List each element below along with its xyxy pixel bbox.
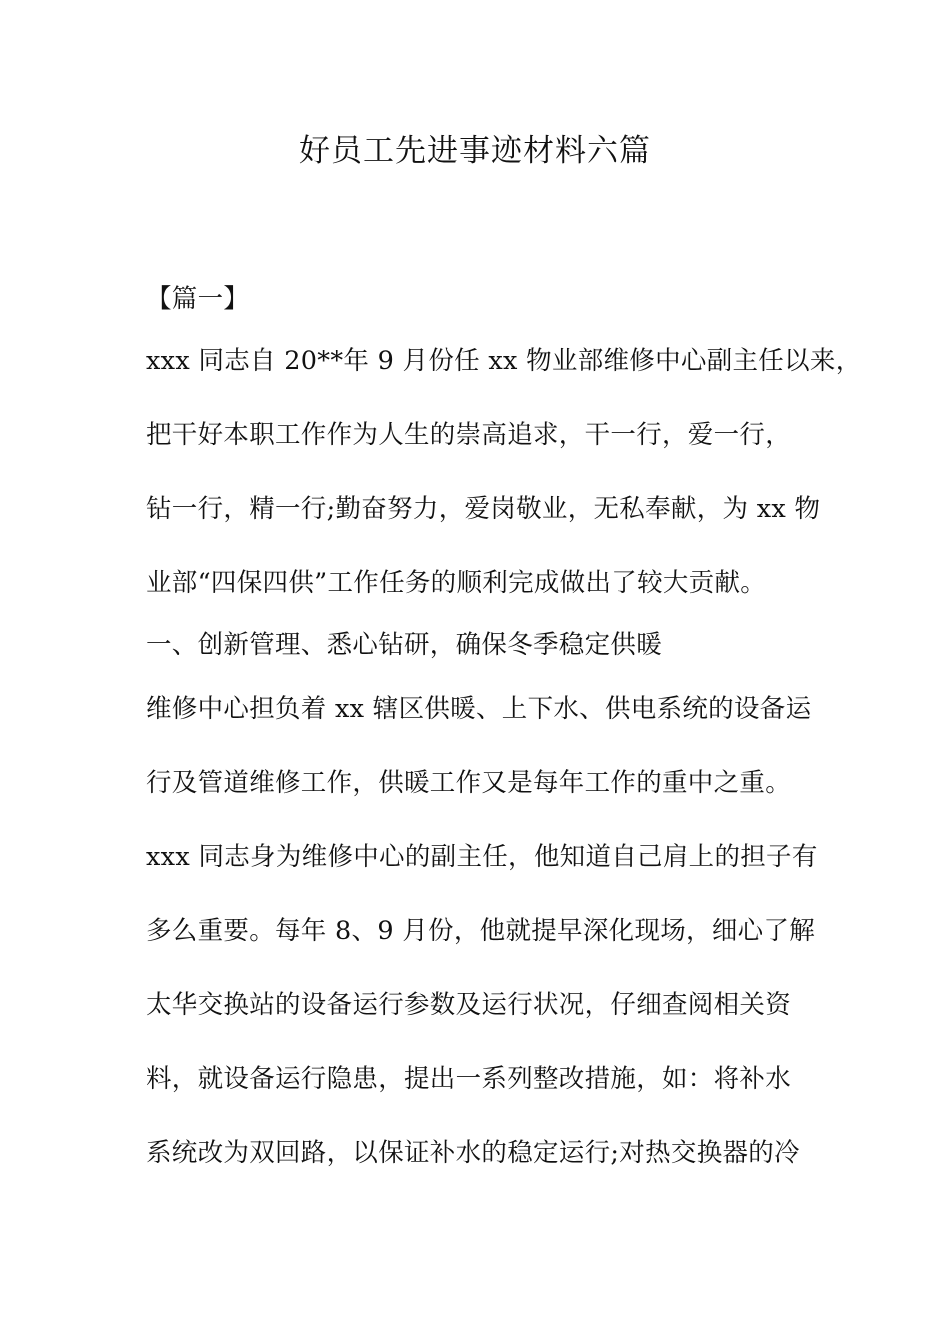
paragraph-line: 把干好本职工作作为人生的崇高追求，干一行，爱一行， — [146, 420, 792, 450]
paragraph-line: 行及管道维修工作，供暖工作又是每年工作的重中之重。 — [146, 768, 792, 798]
section-heading: 一、创新管理、悉心钻研，确保冬季稳定供暖 — [146, 630, 663, 660]
paragraph-line: 太华交换站的设备运行参数及运行状况，仔细查阅相关资 — [146, 990, 792, 1020]
paragraph-line: 钻一行，精一行;勤奋努力，爱岗敬业，无私奉献，为 xx 物 — [146, 494, 821, 524]
paragraph-line: xxx 同志自 20**年 9 月份任 xx 物业部维修中心副主任以来， — [146, 346, 862, 376]
paragraph-line: 多么重要。每年 8、9 月份，他就提早深化现场，细心了解 — [146, 916, 816, 946]
section-label: 【篇一】 — [146, 284, 250, 314]
paragraph-line: 业部“四保四供”工作任务的顺利完成做出了较大贡献。 — [146, 568, 767, 598]
paragraph-line: 料，就设备运行隐患，提出一系列整改措施，如：将补水 — [146, 1064, 792, 1094]
document-title: 好员工先进事迹材料六篇 — [299, 133, 651, 169]
paragraph-line: 维修中心担负着 xx 辖区供暖、上下水、供电系统的设备运 — [146, 694, 812, 724]
paragraph-line: xxx 同志身为维修中心的副主任，他知道自己肩上的担子有 — [146, 842, 818, 872]
paragraph-line: 系统改为双回路，以保证补水的稳定运行;对热交换器的冷 — [146, 1138, 800, 1168]
